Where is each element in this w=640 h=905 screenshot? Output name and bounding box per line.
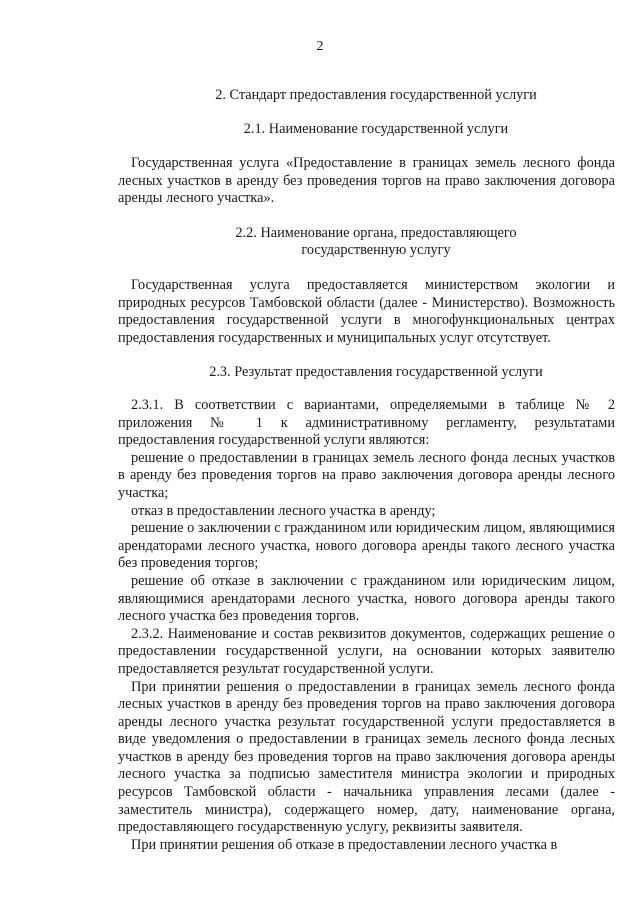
result-item: решение об отказе в заключении с гражданином или юридическим лицом, являющимися арендаторами лесного участка, нового договора аренды такого лесного участка без проведения торгов.	[118, 572, 615, 625]
heading-2-3: 2.3. Результат предоставления государственной услуги	[209, 364, 543, 380]
paragraph-2-3-1: 2.3.1. В соответствии с вариантами, определяемыми в таблице № 2 приложения № 1 к административному регламенту, результатами предоставления государственной услуги являются:	[118, 397, 615, 449]
heading-2-2-line1: 2.2. Наименование органа, предоставляющего	[235, 225, 517, 241]
refusal-paragraph: При принятии решения об отказе в предоставлении лесного участка в	[131, 836, 558, 853]
paragraph-2-2	[118, 277, 615, 347]
heading-2-1: 2.1. Наименование государственной услуги	[243, 121, 509, 137]
result-item: решение о заключении с гражданином или юридическим лицом, являющимися арендаторами лесного участка, нового договора аренды такого лесного участка без проведения торгов;	[118, 520, 615, 572]
paragraph-2-3	[118, 397, 615, 854]
paragraph-2-3-2: 2.3.2. Наименование и состав реквизитов документов, содержащих решение о предоставлении государственной услуги, на основании которых заявителю предоставляется результат государственной услуги.	[118, 625, 615, 677]
decision-paragraph: При принятии решения о предоставлении в границах земель лесного фонда лесных участков в аренду без проведения торгов на право заключения договора аренды лесного участка результат государственной услуги предоставляется в виде уведомления о предоставлении в границах земель лесного фонда лесных участков в аренду без проведения торгов на право заключения договора аренды лесного участка за подписью заместителя министра экологии и природных ресурсов Тамбовской области - начальника управления лесами (далее - заместитель министра), содержащего номер, дату, наименование органа, предоставляющего государственную услугу, реквизиты заявителя.	[118, 678, 615, 836]
section-title: 2. Стандарт предоставления государственной услуги	[215, 87, 537, 103]
page-number: 2	[316, 39, 324, 54]
heading-2-2-line2: государственную услугу	[301, 242, 451, 258]
provider-text: Государственная услуга предоставляется министерством экологии и природных ресурсов Тамбовской области (далее - Министерство). Возможность предоставления государственной услуги в многофункциональных центрах предоставления государственных и муниципальных услуг отсутствует.	[118, 277, 615, 346]
service-name-text: Государственная услуга «Предоставление в границах земель лесного фонда лесных участков в аренду без проведения торгов на право заключения договора аренды лесного участка».	[118, 155, 615, 207]
result-item: отказ в предоставлении лесного участка в аренду;	[131, 502, 436, 519]
paragraph-2-1	[118, 155, 615, 208]
result-item: решение о предоставлении в границах земель лесного фонда лесных участков в аренду без проведения торгов на право заключения договора аренды лесного участка;	[118, 449, 615, 501]
